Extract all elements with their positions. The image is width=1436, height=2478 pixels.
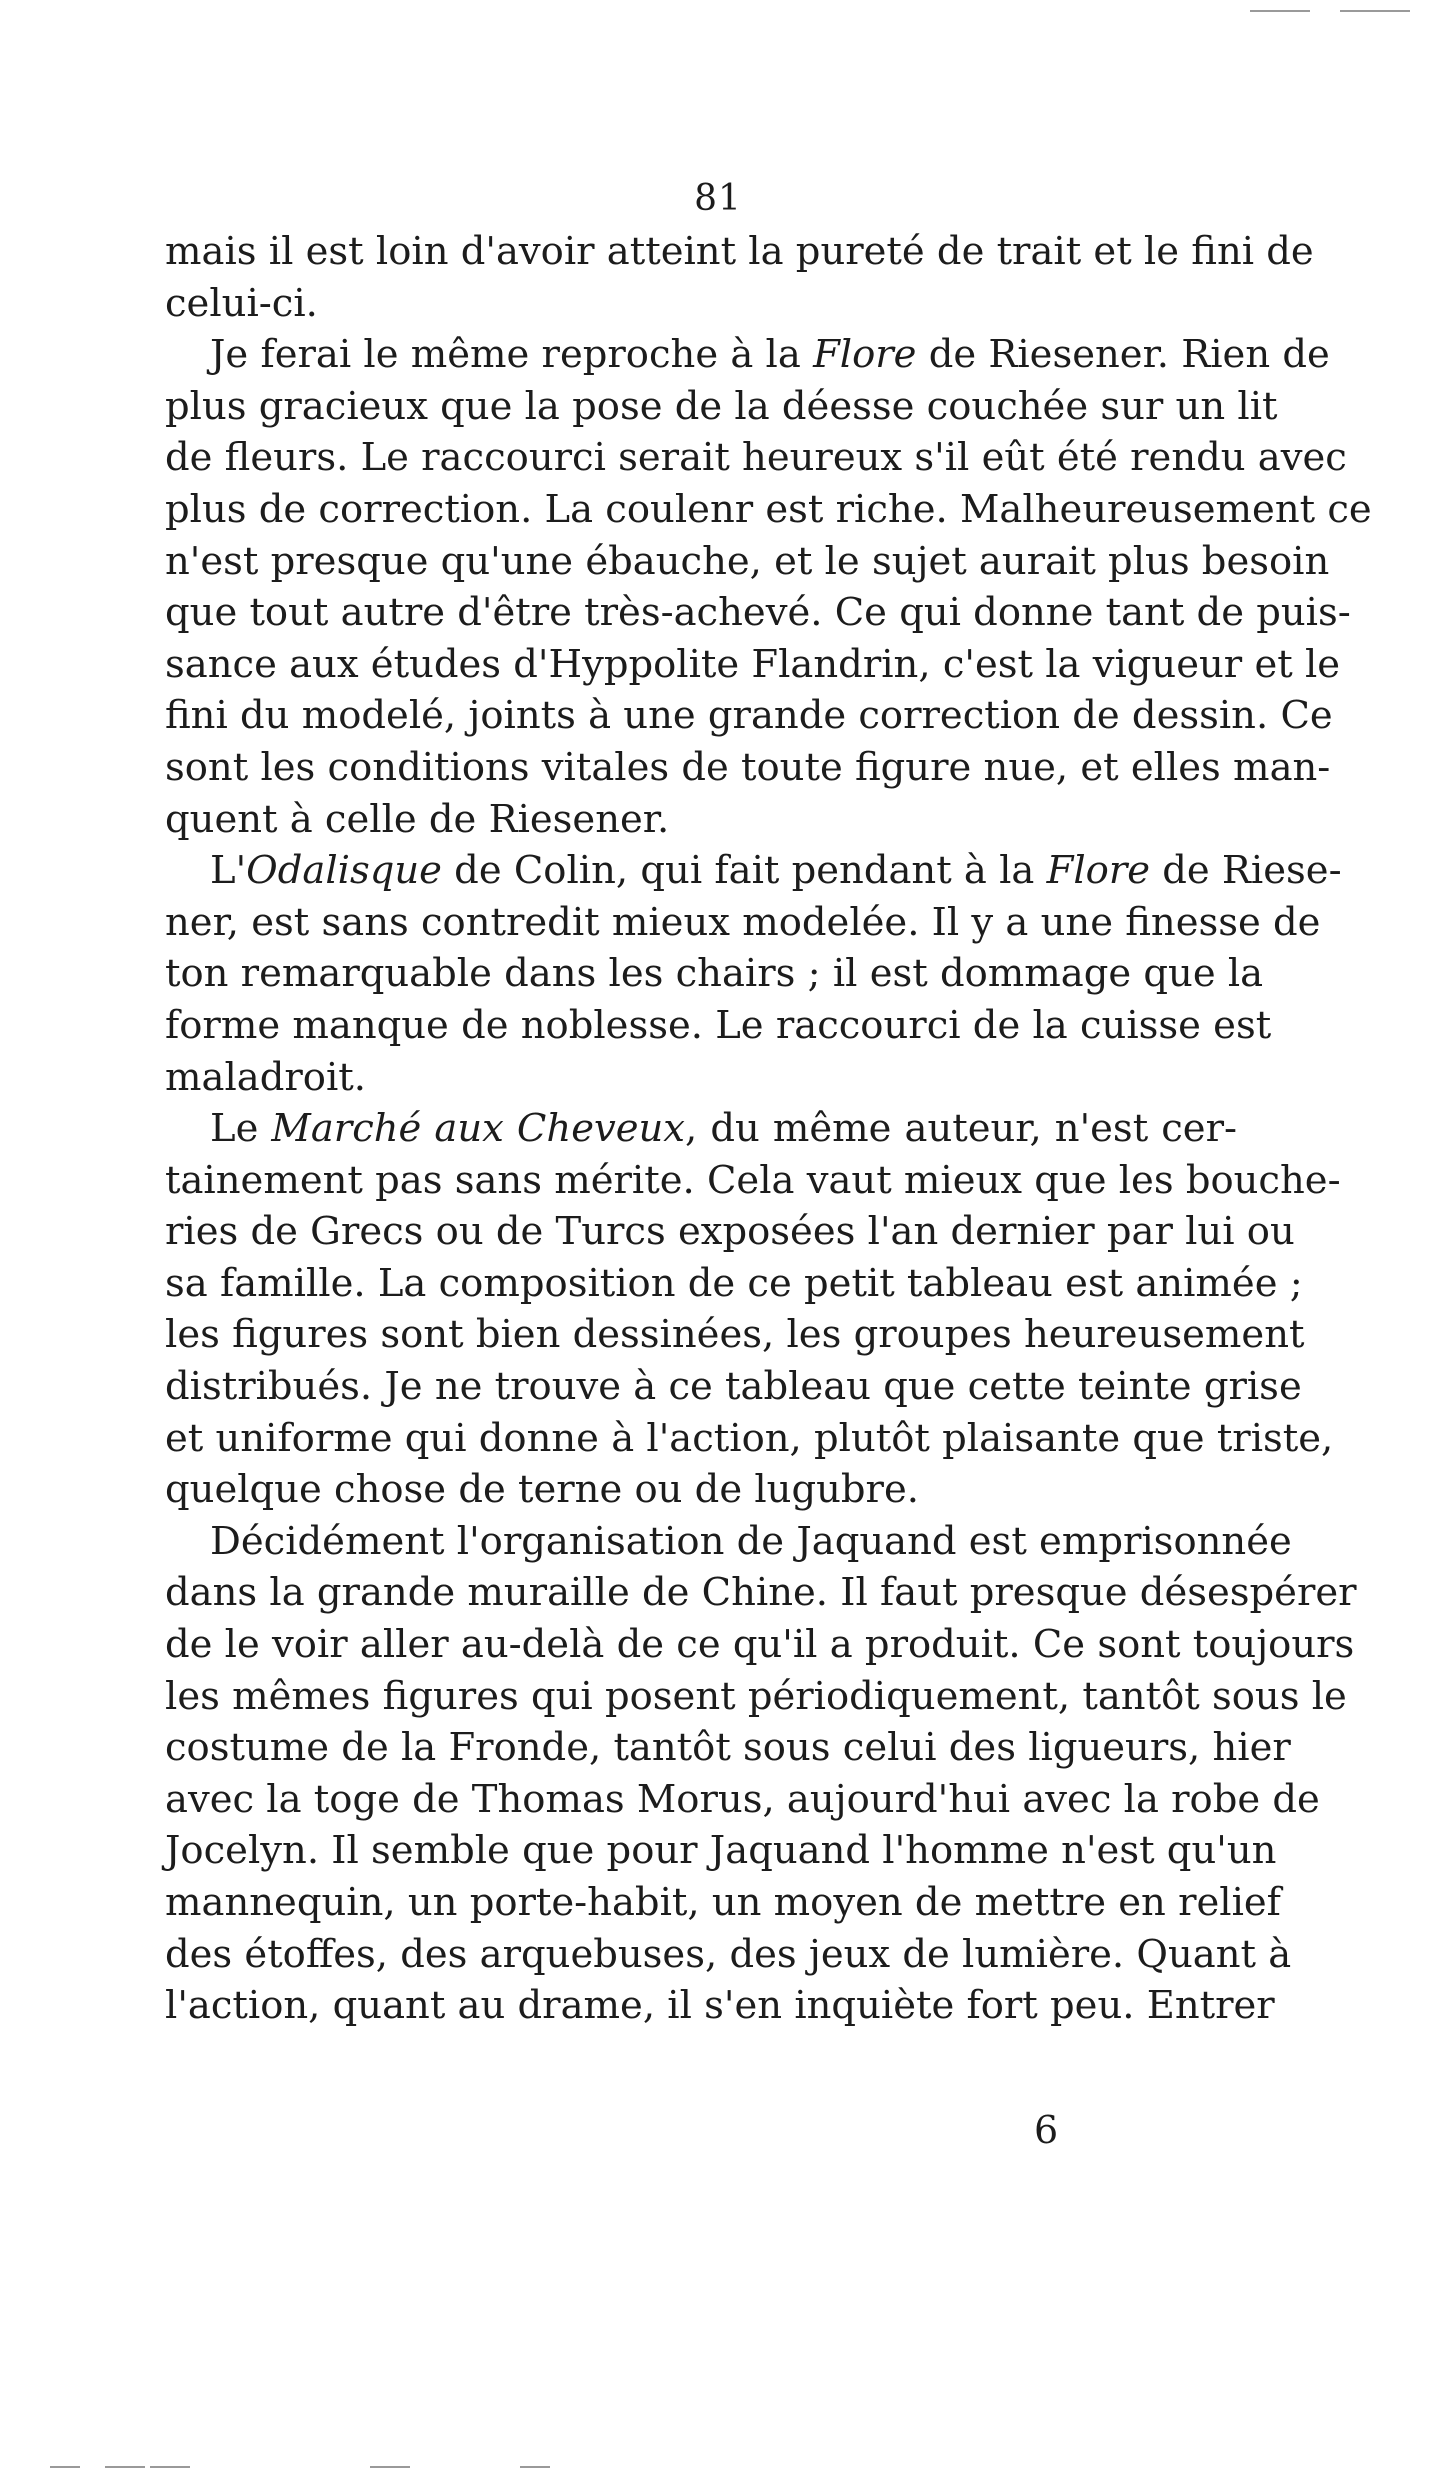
text-line: forme manque de noblesse. Le raccourci de la cuisse est <box>165 1002 1272 1048</box>
scan-artifact-bottom <box>370 2466 410 2468</box>
text-line: et uniforme qui donne à l'action, plutôt plaisante que triste, <box>165 1415 1334 1461</box>
text-line: sa famille. La composition de ce petit tableau est animée ; <box>165 1260 1303 1306</box>
text-line: plus gracieux que la pose de la déesse couchée sur un lit <box>165 383 1278 429</box>
text-line: que tout autre d'être très-achevé. Ce qui donne tant de puis- <box>165 590 1351 636</box>
italic-title: Flore <box>1046 848 1151 894</box>
text-line: mais il est loin d'avoir atteint la pureté de trait et le fini de <box>165 229 1314 274</box>
text-line: n'est presque qu'une ébauche, et le sujet aurait plus besoin <box>165 538 1330 584</box>
text-line: distribués. Je ne trouve à ce tableau que cette teinte grise <box>165 1364 1302 1410</box>
text-line: maladroit. <box>165 1054 366 1100</box>
body-text <box>165 226 1372 2032</box>
text-line: dans la grande muraille de Chine. Il faut presque désespérer <box>165 1570 1357 1616</box>
scan-artifact-top <box>1340 10 1410 12</box>
text-line: de fleurs. Le raccourci serait heureux s'il eût été rendu avec <box>165 435 1347 481</box>
text-line: avec la toge de Thomas Morus, aujourd'hui avec la robe de <box>165 1776 1320 1822</box>
signature-mark: 6 <box>1034 2108 1059 2152</box>
text-line: Décidément l'organisation de Jaquand est emprisonnée <box>210 1518 1292 1564</box>
text-line: sance aux études d'Hyppolite Flandrin, c'est la vigueur et le <box>165 641 1341 687</box>
scan-artifact-top <box>1250 10 1310 12</box>
text-line: mannequin, un porte-habit, un moyen de mettre en relief <box>165 1880 1281 1925</box>
text-line: quent à celle de Riesener. <box>165 796 670 842</box>
text-line: plus de correction. La coulenr est riche. Malheureusement ce <box>165 486 1372 532</box>
text-line: celui-ci. <box>165 280 318 326</box>
text-line: quelque chose de terne ou de lugubre. <box>165 1467 919 1513</box>
text-line: Le Marché aux Cheveux, du même auteur, n'est cer- <box>210 1106 1237 1152</box>
text-line: les mêmes figures qui posent périodiquement, tantôt sous le <box>165 1673 1347 1719</box>
page-number: 81 <box>694 178 742 219</box>
text-line: sont les conditions vitales de toute figure nue, et elles man- <box>165 744 1331 790</box>
text-line: de le voir aller au-delà de ce qu'il a produit. Ce sont toujours <box>165 1622 1355 1668</box>
text-line: L'Odalisque de Colin, qui fait pendant à la Flore de Riese- <box>210 848 1342 894</box>
italic-title: Odalisque <box>246 848 442 894</box>
scan-artifact-bottom <box>105 2466 145 2468</box>
scan-artifact-bottom <box>150 2466 190 2468</box>
text-line: Je ferai le même reproche à la Flore de Riesener. Rien de <box>210 332 1330 378</box>
text-line: Jocelyn. Il semble que pour Jaquand l'homme n'est qu'un <box>165 1828 1277 1874</box>
italic-title: Marché aux Cheveux <box>271 1106 686 1152</box>
scan-artifact-bottom <box>520 2466 550 2468</box>
text-line: ton remarquable dans les chairs ; il est dommage que la <box>165 951 1264 997</box>
italic-title: Flore <box>813 332 917 378</box>
text-line: costume de la Fronde, tantôt sous celui des ligueurs, hier <box>165 1725 1291 1771</box>
text-line: ner, est sans contredit mieux modelée. Il y a une finesse de <box>165 899 1321 945</box>
text-line: les figures sont bien dessinées, les groupes heureusement <box>165 1312 1305 1358</box>
text-line: des étoffes, des arquebuses, des jeux de lumière. Quant à <box>165 1931 1292 1977</box>
scan-artifact-bottom <box>50 2466 80 2468</box>
text-line: ries de Grecs ou de Turcs exposées l'an dernier par lui ou <box>165 1209 1295 1255</box>
text-line: fini du modelé, joints à une grande correction de dessin. Ce <box>165 693 1333 739</box>
text-line: tainement pas sans mérite. Cela vaut mieux que les bouche- <box>165 1157 1341 1203</box>
text-line: l'action, quant au drame, il s'en inquiète fort peu. Entrer <box>165 1983 1275 2029</box>
